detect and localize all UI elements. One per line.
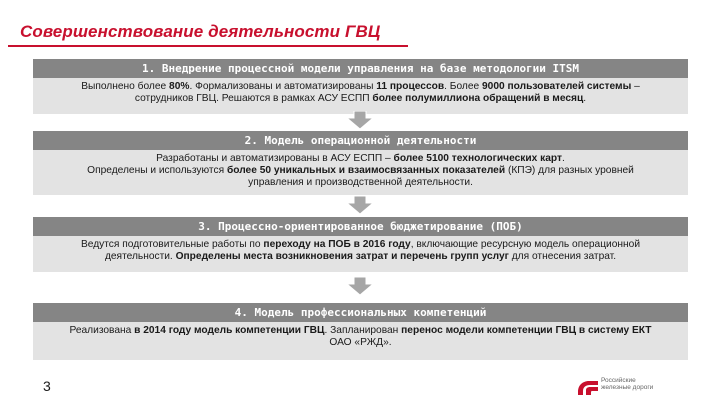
body-line: [45, 165, 676, 177]
text: . Более: [444, 81, 482, 92]
text: сотрудников ГВЦ. Решаются в рамках АСУ ЕСПП: [134, 93, 373, 104]
text: Ведутся подготовительные работы по: [80, 239, 264, 250]
block-heading: 1. Внедрение процессной модели управления на базе методологии ITSM: [33, 59, 688, 78]
text: Реализована: [69, 325, 135, 336]
text: (КПЭ) для разных уровней: [505, 165, 634, 176]
bold-text: более полумиллиона обращений в месяц: [372, 93, 584, 104]
body-line: [45, 93, 676, 105]
body-line: [45, 325, 676, 337]
page-number: 3: [43, 378, 51, 394]
bold-text: 11 процессов: [376, 81, 445, 92]
text: Выполнено более: [81, 81, 170, 92]
text: .: [561, 153, 565, 164]
block-process-budgeting: [33, 217, 688, 272]
block-heading: 4. Модель профессиональных компетенций: [33, 303, 688, 322]
title-underline: [8, 45, 408, 47]
body-line: [45, 239, 676, 251]
block-body: [33, 236, 688, 272]
block-heading: 3. Процессно-ориентированное бюджетирование (ПОБ): [33, 217, 688, 236]
page-title: Совершенствование деятельности ГВЦ: [20, 22, 381, 41]
down-arrow-icon: [346, 196, 374, 214]
text: , включающие ресурсную модель операционной: [410, 239, 641, 250]
bold-text: более 50 уникальных и взаимосвязанных показателей: [226, 165, 506, 176]
text: Определены и используются: [87, 165, 227, 176]
rzd-logo-text: Российские железные дороги: [601, 377, 654, 391]
block-itsm: [33, 59, 688, 114]
down-arrow-icon: [346, 277, 374, 295]
text: . Запланирован: [324, 325, 402, 336]
text: ОАО «РЖД».: [329, 337, 392, 348]
bold-text: более 5100 технологических карт: [393, 153, 562, 164]
block-body: [33, 322, 688, 360]
bold-text: Определены места возникновения затрат и перечень групп услуг: [175, 251, 509, 262]
body-line: [45, 337, 676, 349]
text: .: [583, 93, 587, 104]
block-body: [33, 78, 688, 114]
text: –: [631, 81, 640, 92]
block-heading: 2. Модель операционной деятельности: [33, 131, 688, 150]
text: управления и производственной деятельности.: [248, 177, 473, 188]
text: . Формализованы и автоматизированы: [189, 81, 377, 92]
bold-text: 9000 пользователей системы: [482, 81, 632, 92]
bold-text: 80%: [169, 81, 190, 92]
text: деятельности.: [104, 251, 176, 262]
text: для отнесения затрат.: [508, 251, 617, 262]
rzd-logo-icon: [576, 378, 600, 398]
bold-text: в 2014 году модель компетенции ГВЦ: [134, 325, 325, 336]
down-arrow-icon: [346, 111, 374, 129]
bold-text: перенос модели компетенции ГВЦ в систему ЕКТ: [401, 325, 652, 336]
body-line: [45, 153, 676, 165]
text: Разработаны и автоматизированы в АСУ ЕСПП –: [156, 153, 394, 164]
block-operational-model: [33, 131, 688, 195]
block-body: [33, 150, 688, 195]
body-line: [45, 177, 676, 189]
block-competencies: [33, 303, 688, 360]
bold-text: переходу на ПОБ в 2016 году: [263, 239, 411, 250]
body-line: [45, 81, 676, 93]
body-line: [45, 251, 676, 263]
